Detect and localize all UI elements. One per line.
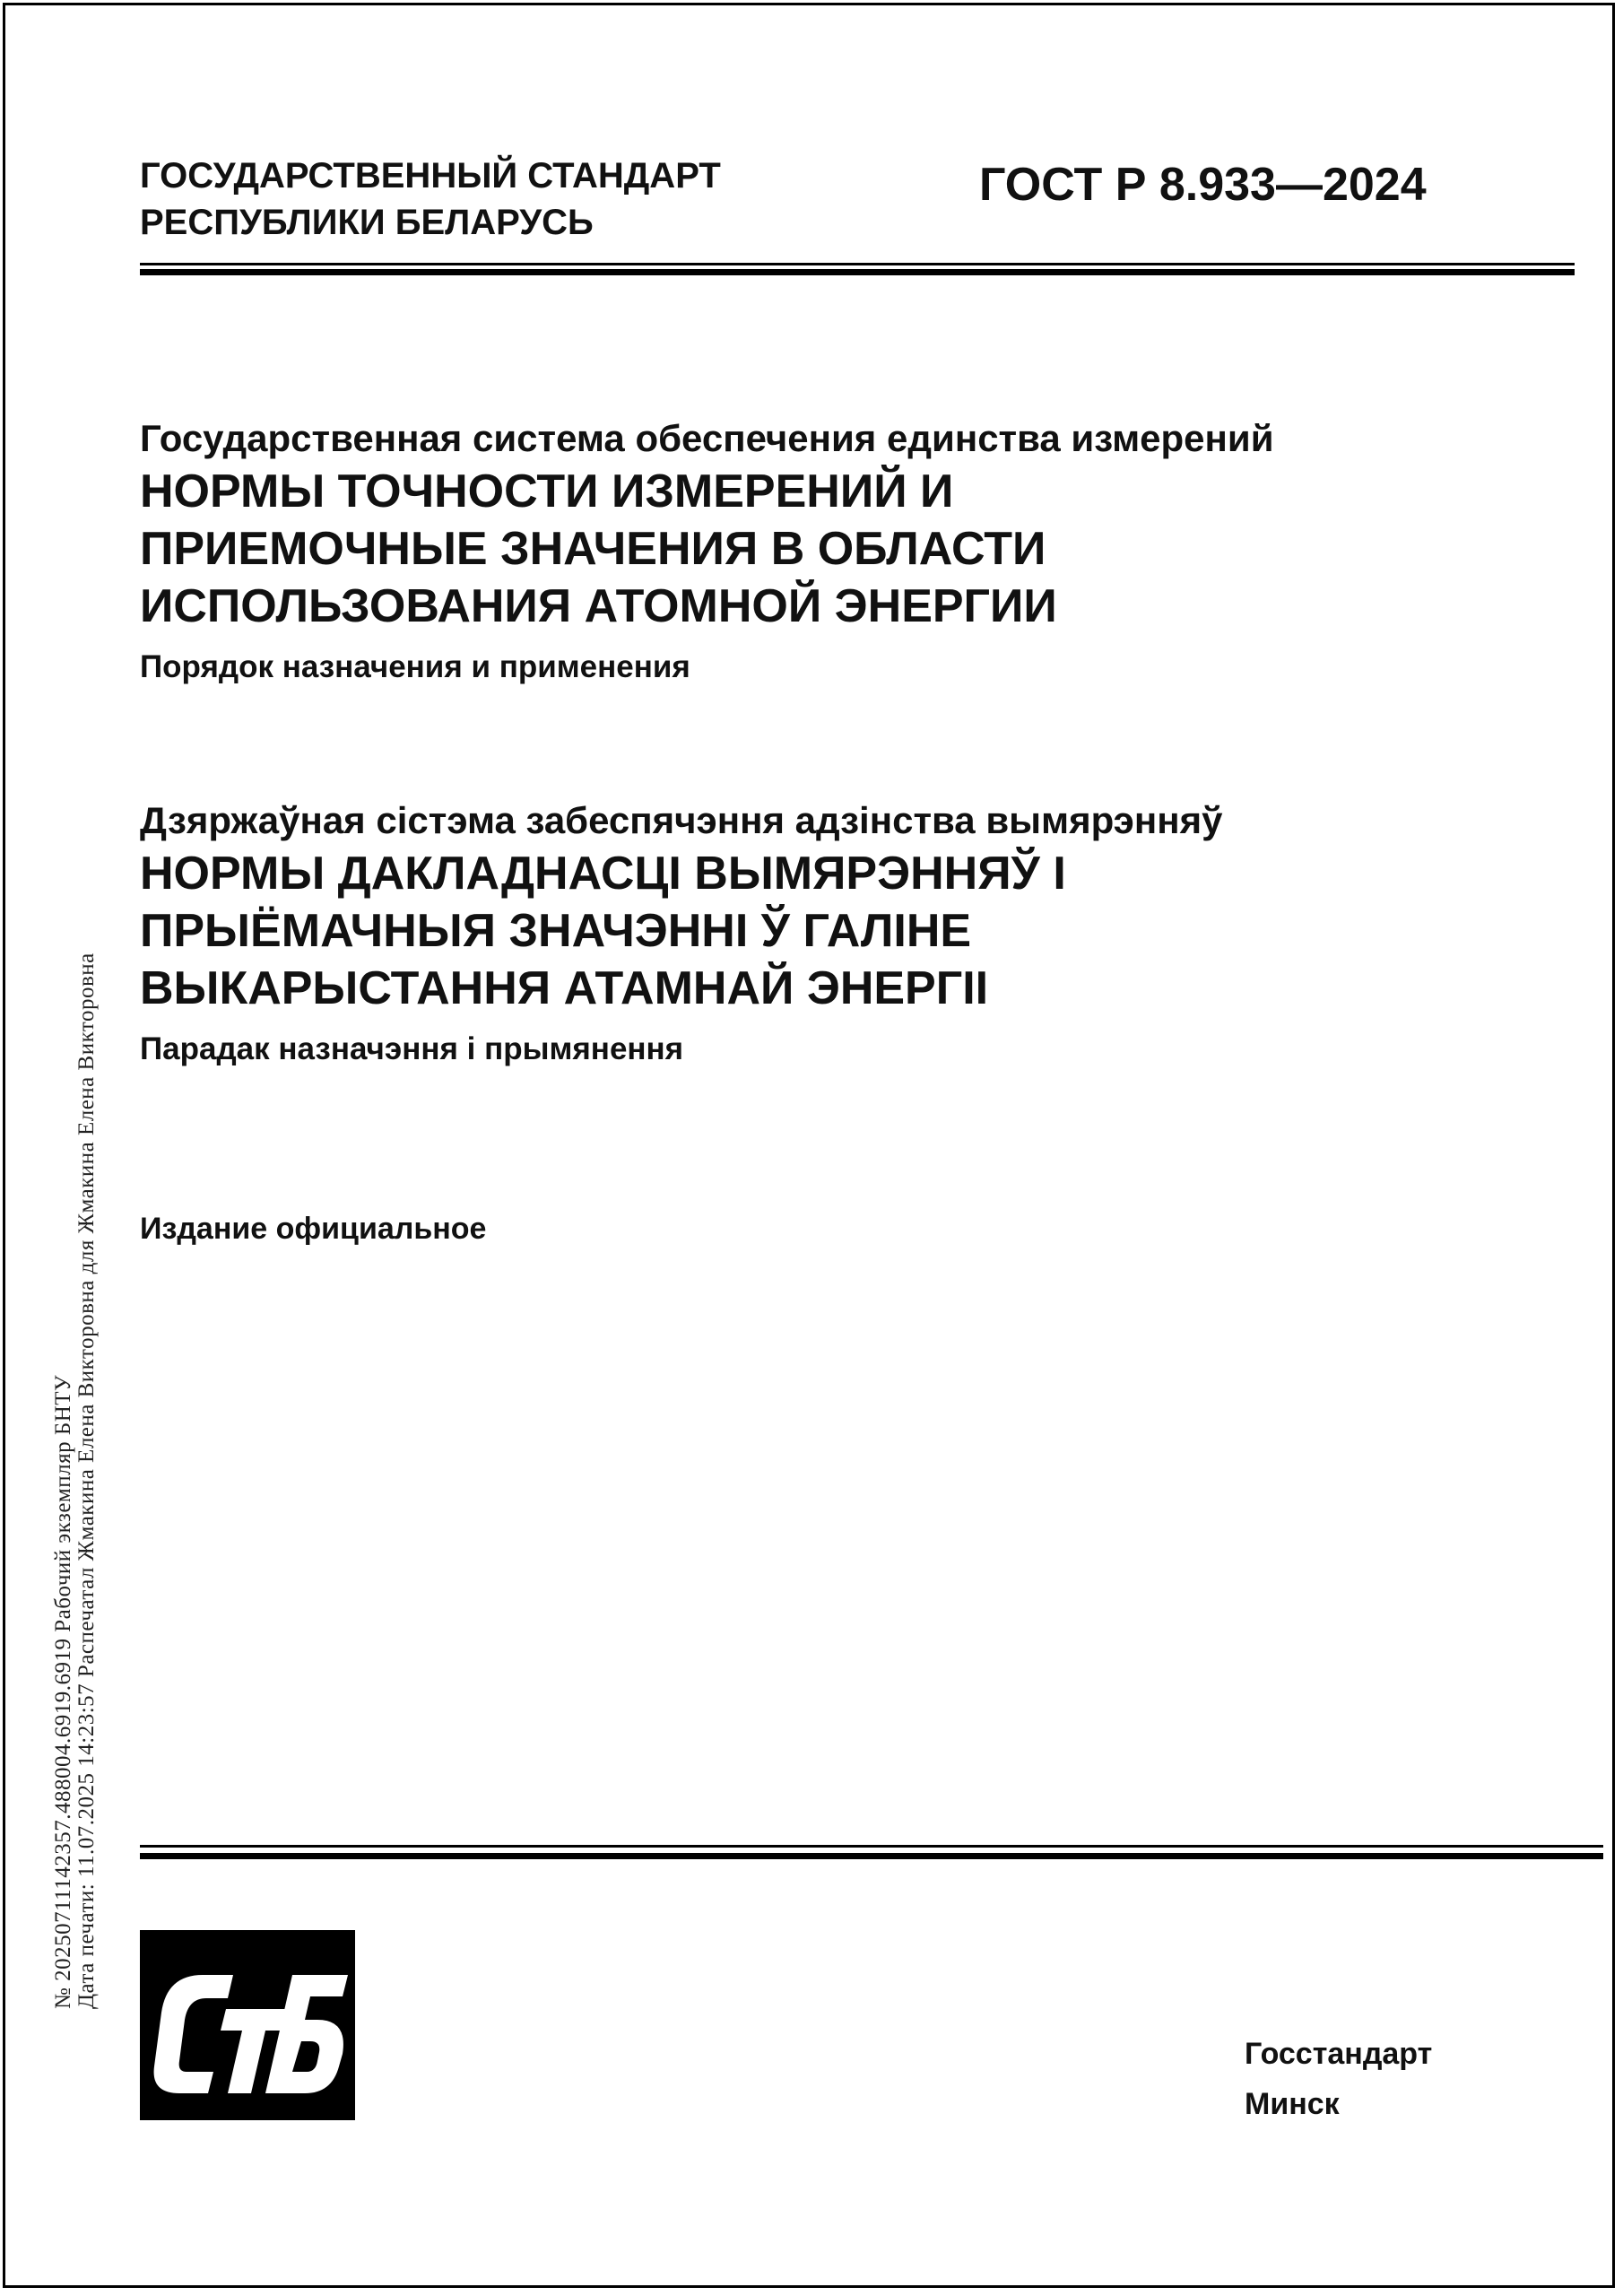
standard-type-line2: РЕСПУБЛИКИ БЕЛАРУСЬ: [140, 203, 594, 242]
publisher-block: [1245, 2029, 1432, 2129]
belarusian-title-line3: ВЫКАРЫСТАННЯ АТАМНАЙ ЭНЕРГІІ: [140, 962, 989, 1014]
belarusian-subtitle: Парадак назначэння і прымянення: [140, 1031, 684, 1066]
watermark-line1: № 20250711142357.488004.6919.6919 Рабочий экземпляр БНТУ: [51, 1374, 75, 2009]
footer-rule-thick: [140, 1853, 1603, 1859]
russian-title-block: [140, 414, 1274, 687]
standard-designation: ГОСТ Р 8.933—2024: [979, 159, 1427, 211]
russian-title-line1: НОРМЫ ТОЧНОСТИ ИЗМЕРЕНИЙ И: [140, 465, 954, 517]
watermark-line2: Дата печати: 11.07.2025 14:23:57 Распечатал Жмакина Елена Викторовна для Жмакина Елена Викторовна: [74, 952, 99, 2009]
standard-type-heading: [140, 152, 721, 246]
footer-rule-thin: [140, 1845, 1603, 1848]
belarusian-system-name: Дзяржаўная сістэма забеспячэння адзінства вымярэнняў: [140, 799, 1223, 841]
belarusian-title-line2: ПРЫЁМАЧНЫЯ ЗНАЧЭННІ Ў ГАЛІНЕ: [140, 905, 972, 957]
header-rule-thick: [140, 269, 1575, 275]
official-edition-label: Издание официальное: [140, 1212, 487, 1246]
stb-logo-mark: [140, 1930, 355, 2120]
standard-type-line1: ГОСУДАРСТВЕННЫЙ СТАНДАРТ: [140, 156, 721, 196]
header-rule-thin: [140, 263, 1575, 265]
russian-title-line3: ИСПОЛЬЗОВАНИЯ АТОМНОЙ ЭНЕРГИИ: [140, 580, 1057, 632]
publisher-city: Минск: [1245, 2087, 1340, 2121]
russian-subtitle: Порядок назначения и применения: [140, 649, 690, 684]
russian-title-line2: ПРИЕМОЧНЫЕ ЗНАЧЕНИЯ В ОБЛАСТИ: [140, 523, 1046, 575]
russian-system-name: Государственная система обеспечения единства измерений: [140, 417, 1274, 459]
publisher-name: Госстандарт: [1245, 2037, 1433, 2071]
stb-logo: [140, 1930, 355, 2120]
belarusian-title-block: [140, 796, 1222, 1069]
belarusian-title-line1: НОРМЫ ДАКЛАДНАСЦІ ВЫМЯРЭННЯЎ І: [140, 848, 1066, 900]
print-watermark: [52, 610, 99, 2009]
